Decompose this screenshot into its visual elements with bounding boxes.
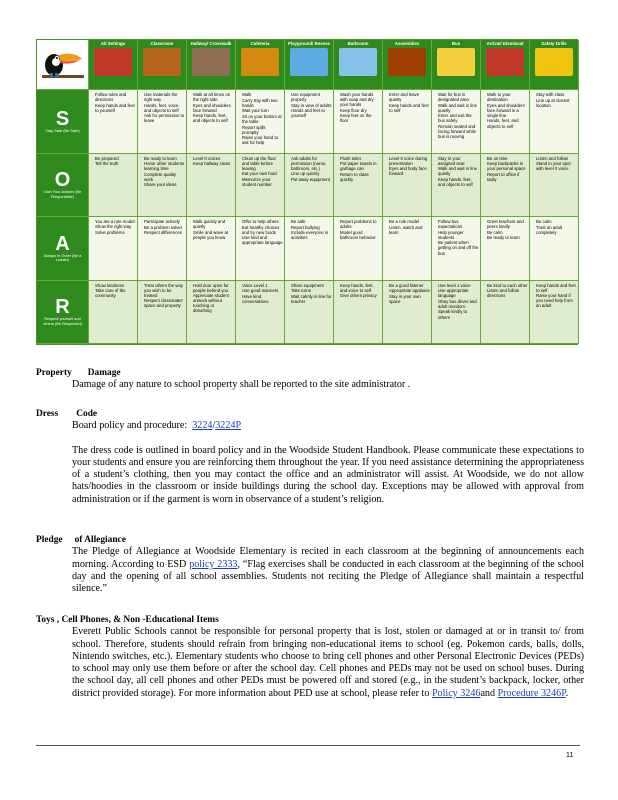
matrix-cell (138, 154, 187, 218)
policy-2333-link[interactable]: policy 2333 (189, 558, 238, 570)
matrix-cell (138, 90, 187, 154)
expectation-item: • Sit on your bottom at the table (242, 114, 283, 124)
matrix-column-header (383, 40, 432, 90)
matrix-cell (89, 90, 138, 154)
expectation-item: • Level 0 voice during presentation (389, 156, 430, 166)
expectation-item: • Follow bus expectations (438, 219, 479, 229)
column-label: Bus (451, 41, 461, 46)
expectation-item: • Use good manners (242, 288, 283, 293)
expectation-item: • Help younger students (438, 230, 479, 240)
expectation-item: • Wait calmly in line for teacher (291, 294, 332, 304)
expectation-item: • Be a problem solver (144, 225, 185, 230)
matrix-cell (530, 281, 579, 345)
toucan-mascot-logo (37, 40, 89, 90)
setting-illustration-icon (437, 48, 475, 76)
setting-illustration-icon (143, 48, 181, 76)
expectation-item: • Eyes and body face forward (389, 166, 430, 176)
row-letter: S (55, 107, 70, 130)
matrix-cell (89, 154, 138, 218)
expectation-item: • Walk and wait in line quietly (438, 103, 479, 113)
matrix-column-header (187, 40, 236, 90)
expectation-item: • Participate actively (144, 219, 185, 224)
expectation-item: • Include everyone in activities (291, 230, 332, 240)
section-heading: Dress (36, 409, 59, 419)
expectation-item: • Raise your hand to ask for help (242, 135, 283, 145)
matrix-column-header (481, 40, 530, 90)
matrix-cell (236, 90, 285, 154)
matrix-cell (432, 217, 481, 281)
column-label: Bathroom (347, 41, 369, 46)
expectation-item: • Trust an adult completely (536, 225, 577, 235)
column-label: Hallway/ Crosswalk (190, 41, 232, 46)
expectation-item: • Raise your hand if you need help from an adult (536, 293, 577, 308)
expectation-item: • Take care of the community (95, 288, 136, 298)
expectation-item: • Walk and wait in line quietly (438, 166, 479, 176)
expectation-item: • Enter and exit the bus safely (438, 113, 479, 123)
policy-3246-link[interactable]: Policy 3246 (431, 687, 481, 699)
expectation-item: • Be calm (487, 230, 528, 235)
matrix-cell (334, 90, 383, 154)
column-label: Cafeteria (250, 41, 270, 46)
expectation-item: • Keep hallway clean (193, 161, 234, 166)
setting-illustration-icon (388, 48, 426, 76)
expectation-item: • Be a role model (389, 219, 430, 224)
matrix-cell (187, 90, 236, 154)
expectation-item: • Follow rules and directions (95, 92, 136, 102)
expectation-item: • Line up quickly (291, 171, 332, 176)
matrix-cell (187, 154, 236, 218)
expectation-item: • Listen and follow directions (487, 288, 528, 298)
matrix-cell (383, 154, 432, 218)
matrix-cell (138, 281, 187, 345)
expectation-item: • Use appropriate language (438, 288, 479, 298)
expectation-item: • Respect classmates' space and property (144, 298, 185, 308)
matrix-cell (187, 217, 236, 281)
expectation-item: • Be patient when getting on and off the bus (438, 240, 479, 255)
property-damage-section (36, 367, 584, 392)
expectation-item: • Eat healthy choices and try new foods (242, 225, 283, 235)
matrix-cell (530, 217, 579, 281)
policy-label: Board policy and procedure: (72, 420, 188, 432)
setting-illustration-icon (241, 48, 279, 76)
column-label: All Settings (100, 41, 126, 46)
pledge-section (36, 534, 584, 595)
expectation-item: • Stay in your assigned seat (438, 156, 479, 166)
column-label: Assemblies (394, 41, 420, 46)
expectation-item: • Wait your turn (242, 108, 283, 113)
matrix-cell (138, 217, 187, 281)
paragraph-text: and (480, 687, 496, 699)
matrix-cell (334, 154, 383, 218)
dress-code-section (36, 408, 584, 506)
expectation-item: • Hands, feet, and objects to self (487, 118, 528, 128)
expectation-item: • Eyes and shoulders face forward in a single line (487, 103, 528, 118)
matrix-cell (530, 90, 579, 154)
expectation-item: • Show kindness (95, 283, 136, 288)
section-heading: Property (36, 368, 72, 378)
paragraph: Damage of any nature to school property shall be reported to the site administrator . (72, 379, 411, 391)
expectation-item: • Stay in your own space (389, 294, 430, 304)
setting-illustration-icon (192, 48, 230, 76)
expectation-item: • Be safe (291, 219, 332, 224)
row-label: Stay Safe (Be Safe) (45, 127, 80, 133)
paragraph-text: , “Flag exercises shall be conducted in each classroom at the beginning of the school day and the opening of all school assemblies. Students not reciting the Pledge of Allegiance shall maintain a respectful silence.” (72, 558, 584, 595)
expectation-item: • Treat others the way you wish to be treated (144, 283, 185, 298)
matrix-column-header (530, 40, 579, 90)
matrix-cell (383, 90, 432, 154)
expectation-item: • Carry tray with two hands (242, 98, 283, 108)
expectation-item: • Listen and follow (536, 156, 577, 161)
expectation-item: • Solve problems (95, 230, 136, 235)
section-heading: Pledge (36, 535, 63, 545)
matrix-cell (285, 217, 334, 281)
expectation-item: • Put away equipment (291, 177, 332, 182)
expectation-item: • Appreciate student artwork without touching or disturbing (193, 293, 234, 313)
expectation-item: • Speak kindly to others (438, 309, 479, 319)
procedure-3224p-link[interactable]: 3224P (215, 420, 242, 432)
expectation-item: • Level 0 voices (193, 156, 234, 161)
setting-illustration-icon (290, 48, 328, 76)
paragraph-text: . (565, 687, 569, 699)
expectation-item: • Be ready to learn (487, 235, 528, 240)
column-label: Safety Drills (541, 41, 567, 46)
expectation-item: • Keep hands and feet to yourself (95, 103, 136, 113)
expectation-item: • Be a good listener (389, 283, 430, 288)
expectation-item: • Keep floor dry (340, 108, 381, 113)
expectation-item: • Remain seated and facing forward while bus is moving (438, 124, 479, 139)
matrix-row-header (37, 281, 89, 345)
matrix-cell (89, 217, 138, 281)
footer-rule (36, 745, 580, 746)
setting-illustration-icon (94, 48, 132, 76)
expectation-item: • Honor other students learning time (144, 161, 185, 171)
expectation-item: • Keep hands, feet, and objects to self (438, 177, 479, 187)
separator: / (212, 420, 216, 432)
policy-3224-link[interactable]: 3224 (192, 420, 213, 432)
expectation-item: • Use materials the right way (144, 92, 185, 102)
expectation-item: • Wash your hands with soap and dry your hands (340, 92, 381, 107)
expectation-item: • You are a role model: Show the right way (95, 219, 136, 229)
expectation-item: • Flush toilet (340, 156, 381, 161)
expectation-item: • Report to office if tardy (487, 172, 528, 182)
setting-illustration-icon (486, 48, 524, 76)
matrix-cell (236, 154, 285, 218)
expectation-item: • Keep hands and feet to self (536, 283, 577, 293)
expectation-item: • Walk quickly and quietly (193, 219, 234, 229)
expectation-item: • Complete quality work (144, 172, 185, 182)
expectation-item: • Tell the truth (95, 161, 136, 166)
expectation-item: • Enter and leave quietly (389, 92, 430, 102)
matrix-column-header (236, 40, 285, 90)
expectation-item: • Wait for bus in designated area (438, 92, 479, 102)
expectation-item: • Walk to your destination (487, 92, 528, 102)
expectation-item: • Hands, feet, voice, and objects to self (144, 103, 185, 113)
matrix-cell (285, 154, 334, 218)
expectation-item: • Ask for permission to leave (144, 113, 185, 123)
expectation-item: • Be kind to each other (487, 283, 528, 288)
setting-illustration-icon (339, 48, 377, 76)
matrix-cell (383, 217, 432, 281)
paragraph: The dress code is outlined in board policy and in the Woodside Student Handbook. Please communicate these expectations to your students and ensure you are reinforcing them throughout the year. If you need assistance determining the appropriateness of a student’s clothing, then you may contact the office and an administrator will assist. At Woodside, we do not allow hats/hoodies in the classroom or inside buildings during the school day. Exceptions may be allowed with approval from administration or if the garment is worn in observance of a student’s religion. (72, 444, 584, 505)
paragraph-text: The Pledge of Allegiance at Woodside Elementary is recited in each classroom at the beginning of announcements each morning. According to ESD (72, 546, 584, 570)
paragraph (36, 546, 584, 595)
row-label: Respect yourself and others (Be Respectful) (43, 316, 82, 326)
column-label: Playground/ Recess (288, 41, 330, 46)
matrix-cell (236, 281, 285, 345)
expectation-item: • Report bullying (291, 225, 332, 230)
expectation-item: • Offer to help others (242, 219, 283, 224)
expectation-item: • Have kind conversations (242, 294, 283, 304)
expectation-item: • Use level 1 voice (438, 283, 479, 288)
matrix-row-header (37, 90, 89, 154)
expectation-item: • Share equipment (291, 283, 332, 288)
matrix-column-header (285, 40, 334, 90)
expectation-item: • Share your ideas (144, 182, 185, 187)
page-number: 11 (566, 752, 574, 759)
expectation-item: • Appropriate applause (389, 288, 430, 293)
matrix-cell (334, 281, 383, 345)
matrix-cell (236, 217, 285, 281)
expectation-item: • Greet teachers and peers kindly (487, 219, 528, 229)
expectation-item: • Put paper towels in garbage can (340, 161, 381, 171)
matrix-cell (481, 217, 530, 281)
expectation-item: • Listen, watch and learn (389, 225, 430, 235)
matrix-column-header (89, 40, 138, 90)
expectation-item: • Eyes and shoulders face forward (193, 103, 234, 113)
matrix-cell (432, 90, 481, 154)
expectation-item: • Keep hands, feet, and objects to self (193, 113, 234, 123)
matrix-cell (383, 281, 432, 345)
expectation-item: • Respect differences (144, 230, 185, 235)
setting-illustration-icon (535, 48, 573, 76)
expectation-item: • Smile and wave at people you know (193, 230, 234, 240)
section-heading: Toys , Cell Phones, & Non -Educational Items (36, 615, 219, 625)
matrix-row-header (37, 154, 89, 218)
procedure-3246p-link[interactable]: Procedure 3246P (497, 687, 566, 699)
section-heading: of Allegiance (74, 535, 126, 545)
expectation-item: • Be prepared (95, 156, 136, 161)
matrix-cell (481, 154, 530, 218)
section-heading: Code (76, 409, 98, 419)
matrix-cell (285, 281, 334, 345)
column-label: Arrival/ Dismissal (486, 41, 524, 46)
row-letter: R (55, 296, 70, 319)
expectation-item: • Stay in view of adults (291, 103, 332, 108)
row-letter: O (54, 169, 71, 192)
paragraph (36, 626, 584, 700)
expectation-item: • Give others privacy (340, 293, 381, 298)
expectation-item: • Voice Level 1 (242, 283, 283, 288)
section-heading: Damage (87, 368, 121, 378)
matrix-cell (187, 281, 236, 345)
matrix-row-header (37, 217, 89, 281)
matrix-cell (432, 154, 481, 218)
expectation-item: • Clean up the floor and table before leaving (242, 156, 283, 171)
expectation-item: • Model good bathroom behavior (340, 230, 381, 240)
expectation-item: • Use kind and appropriate language (242, 235, 283, 245)
matrix-cell (432, 281, 481, 345)
expectation-item: • Stay with class (536, 92, 577, 97)
expectation-item: • Take turns (291, 288, 332, 293)
matrix-column-header (432, 40, 481, 90)
matrix-column-header (138, 40, 187, 90)
expectation-item: • Be on time (487, 156, 528, 161)
expectation-item: • Return to class quickly (340, 172, 381, 182)
expectation-item: • Use equipment properly (291, 92, 332, 102)
matrix-cell (481, 281, 530, 345)
matrix-cell (285, 90, 334, 154)
pbis-matrix (36, 39, 578, 345)
expectation-item: • Ask adults for permission (nurse, bathroom, etc.) (291, 156, 332, 171)
row-letter: A (55, 232, 70, 255)
expectation-item: • Walk at all times on the right side (193, 92, 234, 102)
expectation-item: • Eat your own food (242, 171, 283, 176)
toys-cellphones-section (36, 614, 584, 700)
matrix-cell (530, 154, 579, 218)
expectation-item: • Obey bus driver and adult monitors (438, 299, 479, 309)
row-label: Always in Order (Be a Leader) (43, 252, 82, 263)
matrix-cell (481, 90, 530, 154)
expectation-item: • Report problems to adults (340, 219, 381, 229)
expectation-item: • Line up at closest location (536, 98, 577, 108)
expectation-item: • Be ready to learn (144, 156, 185, 161)
matrix-cell (89, 281, 138, 345)
expectation-item: • Memorize your student number (242, 177, 283, 187)
expectation-item: • Stand in your spot with level 0 voice (536, 161, 577, 171)
expectation-item: • Be calm (536, 219, 577, 224)
matrix-cell (334, 217, 383, 281)
expectation-item: • Walk (242, 92, 283, 97)
expectation-item: • Hands and feet to yourself (291, 108, 332, 118)
expectation-item: • Keep hands, feet, and voice to self (340, 283, 381, 293)
expectation-item: • Keep hands and feet to self (389, 103, 430, 113)
expectation-item: • Keep backpacks in your personal space (487, 161, 528, 171)
row-label: Own Your Actions (Be Responsible) (43, 189, 82, 199)
paragraph-text: Everett Public Schools cannot be responsible for personal property that is lost, stolen or damaged at or in transit to/ from school. Therefore, students should refrain from bringing non-educational items to school (eg. Pokemon cards, balls, dolls, Nintendo switches, etc.). Elementary students who choose to bring cell phones and other Personal Electronic Devices (PEDs) to school may only use them before or after the school day. Cell phones and PEDs may not be used on school buses. During the school day, all cell phones and other PEDs must be powered off and stored (e.g., in the student’s backpack, locker, other district provided storage). For more information about PED use at school, please refer to (72, 626, 584, 699)
expectation-item: • Keep feet on the floor (340, 113, 381, 123)
expectation-item: • Report spills promptly (242, 125, 283, 135)
matrix-column-header (334, 40, 383, 90)
expectation-item: • Hold door open for people behind you (193, 283, 234, 293)
column-label: Classroom (150, 41, 174, 46)
